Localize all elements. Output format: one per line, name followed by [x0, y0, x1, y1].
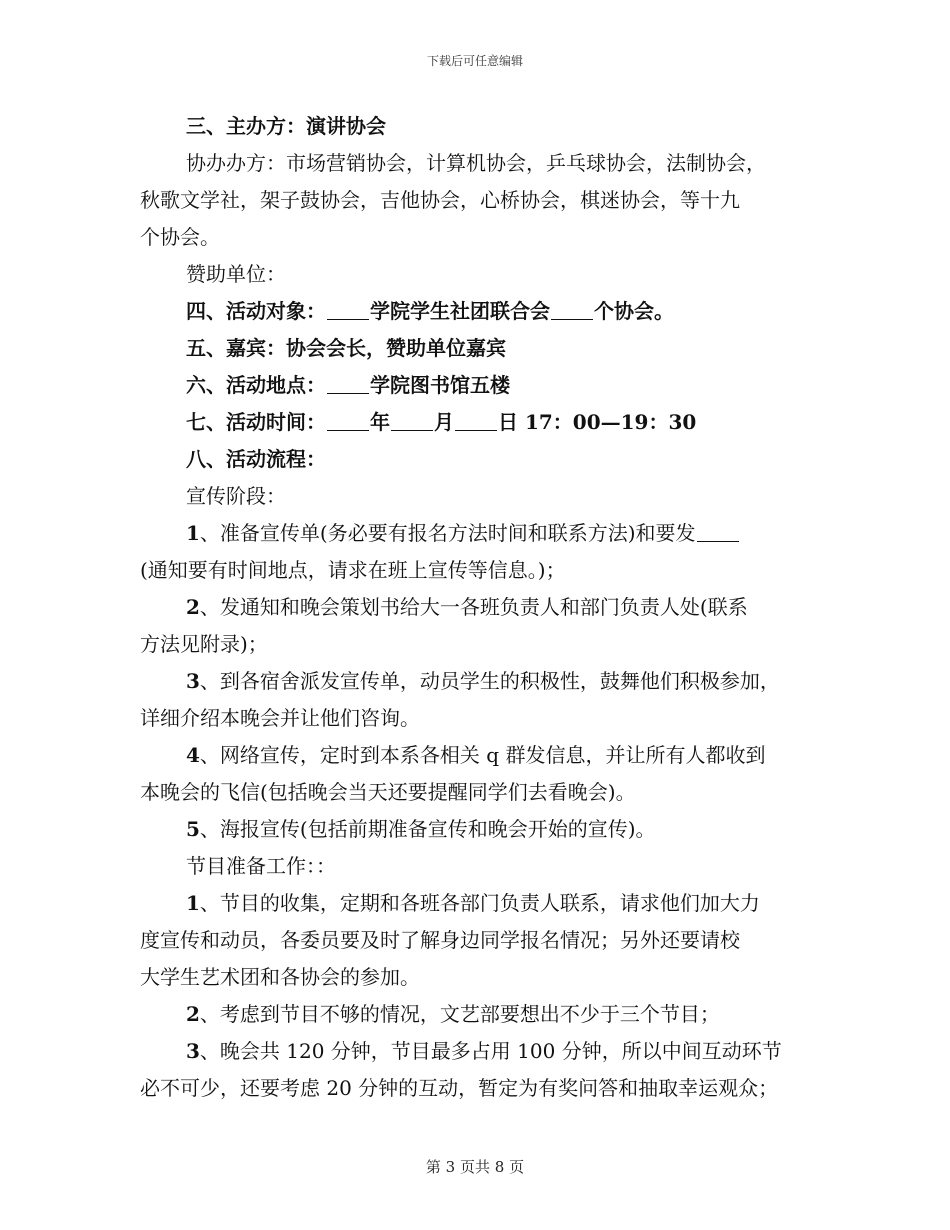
section-process: 八、活动流程： — [186, 447, 326, 471]
promo-item-4-cont: 本晚会的飞信(包括晚会当天还要提醒同学们去看晚会)。 — [140, 780, 636, 804]
section-organizer: 三、主办方：演讲协会 — [186, 114, 386, 138]
section-audience — [140, 293, 820, 330]
promo-stage-title: 宣传阶段： — [186, 484, 286, 508]
item-text: 、节目的收集，定期和各班各部门负责人联系，请求他们加大力 — [199, 891, 760, 915]
item-number: 1 — [186, 521, 200, 545]
blank-year — [327, 408, 369, 431]
audience-org: 学院学生社团联合会 — [370, 299, 550, 323]
item-text: 、到各宿舍派发宣传单，动员学生的积极性，鼓舞他们积极参加， — [199, 669, 780, 693]
time-year: 年 — [370, 410, 390, 434]
item-text: 、发通知和晚会策划书给大一各班负责人和部门负责人处(联系 — [199, 595, 748, 619]
venue-value: 学院图书馆五楼 — [370, 373, 510, 397]
promo-item-4 — [140, 737, 820, 774]
blank-field — [551, 297, 593, 320]
sponsor-line: 赞助单位： — [186, 262, 286, 286]
co-organizer-line-2: 秋歌文学社，架子鼓协会，吉他协会，心桥协会，棋迷协会，等十九 — [140, 188, 740, 212]
co-organizer-line-3: 个协会。 — [140, 225, 220, 249]
section-time — [140, 404, 820, 441]
blank-field — [327, 297, 369, 320]
page-footer: 第 3 页共 8 页 — [425, 1158, 525, 1176]
program-prep-title: 节目准备工作：： — [186, 854, 336, 878]
section-guests: 五、嘉宾：协会会长，赞助单位嘉宾 — [186, 336, 506, 360]
document-body — [140, 108, 820, 1107]
blank-day — [455, 408, 497, 431]
audience-label: 四、活动对象： — [186, 299, 326, 323]
item-number: 4 — [186, 743, 200, 767]
item-number: 2 — [186, 595, 200, 619]
blank-field — [327, 371, 369, 394]
prep-item-3 — [140, 1033, 820, 1070]
item-text: 、海报宣传(包括前期准备宣传和晚会开始的宣传)。 — [199, 817, 656, 841]
co-organizer-line-1: 协办办方：市场营销协会，计算机协会，乒乓球协会，法制协会， — [186, 151, 766, 175]
item-number: 3 — [186, 1039, 200, 1063]
promo-item-2-cont: 方法见附录)； — [140, 632, 268, 656]
prep-item-3-cont: 必不可少，还要考虑 20 分钟的互动，暂定为有奖问答和抽取幸运观众； — [140, 1076, 779, 1100]
item-text: 、准备宣传单(务必要有报名方法时间和联系方法)和要发 — [199, 521, 696, 545]
promo-item-1 — [140, 515, 820, 552]
venue-label: 六、活动地点： — [186, 373, 326, 397]
time-label: 七、活动时间： — [186, 410, 326, 434]
section-venue — [140, 367, 820, 404]
prep-item-1-cont-2: 大学生艺术团和各协会的参加。 — [140, 965, 420, 989]
promo-item-3 — [140, 663, 820, 700]
prep-item-1 — [140, 885, 820, 922]
prep-item-1-cont-1: 度宣传和动员，各委员要及时了解身边同学报名情况；另外还要请校 — [140, 928, 740, 952]
page-header: 下载后可任意编辑 — [426, 54, 523, 68]
item-number: 3 — [186, 669, 200, 693]
item-number: 5 — [186, 817, 200, 841]
item-text: 、考虑到节目不够的情况，文艺部要想出不少于三个节目； — [199, 1002, 720, 1026]
time-month: 月 — [434, 410, 454, 434]
blank-field — [697, 519, 739, 542]
audience-tail: 个协会。 — [594, 299, 674, 323]
promo-item-5 — [140, 811, 820, 848]
item-number: 1 — [186, 891, 200, 915]
prep-item-2 — [140, 996, 820, 1033]
item-number: 2 — [186, 1002, 200, 1026]
item-text: 、网络宣传，定时到本系各相关 q 群发信息，并让所有人都收到 — [199, 743, 766, 767]
blank-month — [391, 408, 433, 431]
promo-item-2 — [140, 589, 820, 626]
promo-item-3-cont: 详细介绍本晚会并让他们咨询。 — [140, 706, 420, 730]
promo-item-1-cont: (通知要有时间地点，请求在班上宣传等信息。)； — [140, 558, 566, 582]
item-text: 、晚会共 120 分钟，节目最多占用 100 分钟，所以中间互动环节 — [199, 1039, 782, 1063]
time-day: 日 17：00—19：30 — [498, 410, 697, 434]
